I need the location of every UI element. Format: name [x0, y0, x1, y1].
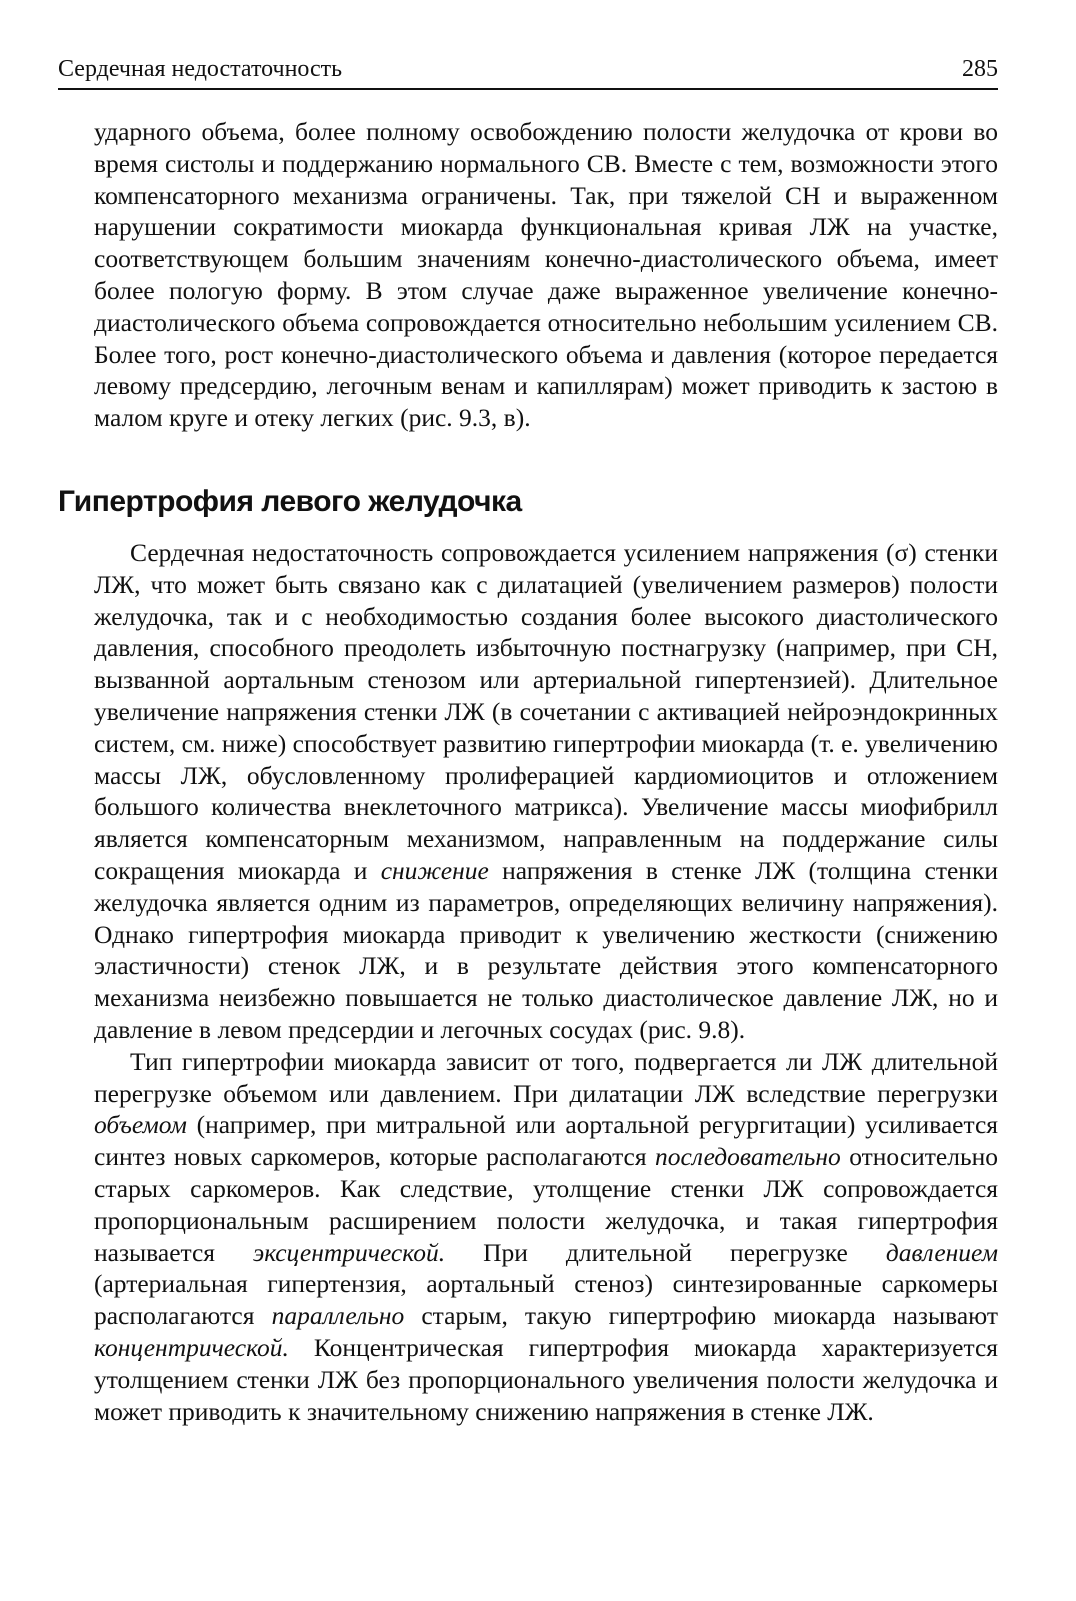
paragraph-text: Сердечная недостаточность сопровождается усилением напряжения (σ) стенки ЛЖ, что может быть связано как с дилатацией (увеличением размеров) полости желудочка, так и с необходимостью создания более высокого диастолического давления, способного преодолеть избыточную постнагрузку (например, при СН, вызванной аортальным стенозом или артериальной гипертензией). Длительное увеличение напряжения стенки ЛЖ (в сочетании с активацией нейроэндокринных систем, см. ниже) способствует развитию гипертрофии миокарда (т. е. увеличению массы ЛЖ, обусловленному пролиферацией кардиомиоцитов и отложением большого количества внеклеточного матрикса). Увеличение массы миофибрилл является компенсаторным механизмом, направленным на поддержание силы сокращения миокарда и: [94, 538, 998, 885]
emphasis-text: последовательно: [655, 1142, 841, 1172]
emphasis-text: концентрической.: [94, 1332, 289, 1362]
paragraph-text: напряжения в стенке ЛЖ (толщина стенки желудочка является одним из параметров, определяющих величину напряжения). Однако гипертрофия миокарда приводит к увеличению жесткости (снижению эластичности) стенок ЛЖ, и в результате действия этого компенсаторного механизма неизбежно повышается не только диастолическое давление ЛЖ, но и давление в левом предсердии и легочных сосудах (рис. 9.8).: [94, 855, 998, 1044]
section-heading: Гипертрофия левого желудочка: [58, 485, 522, 518]
section-paragraph-2: [94, 1046, 998, 1428]
emphasis-text: объемом: [94, 1110, 187, 1140]
running-title: Сердечная недостаточность: [58, 56, 343, 82]
emphasis-text: давлением: [885, 1237, 998, 1267]
section-paragraph-1: [94, 537, 998, 1046]
emphasis-text: параллельно: [271, 1301, 405, 1331]
paragraph-text: Тип гипертрофии миокарда зависит от того, подвергается ли ЛЖ длительной перегрузке объемом или давлением. При дилатации ЛЖ вследствие перегрузки: [94, 1046, 998, 1108]
intro-text: [94, 116, 998, 434]
paragraph-text: (артериальная гипертензия, аортальный стеноз) синтезированные саркомеры располагаются: [94, 1269, 998, 1331]
paragraph-text: (например, при митральной или аортальной регургитации) усиливается синтез новых саркомеров, которые располагаются: [94, 1110, 998, 1172]
paragraph-text: Концентрическая гипертрофия миокарда характеризуется утолщением стенки ЛЖ без пропорционального увеличения полости желудочка и может приводить к значительному снижению напряжения в стенке ЛЖ.: [94, 1332, 998, 1426]
section-body: [94, 537, 998, 1427]
paragraph-text: старым, такую гипертрофию миокарда называют: [404, 1301, 998, 1331]
paragraph-text: При длительной перегрузке: [445, 1237, 886, 1267]
page-number: 285: [962, 56, 998, 82]
emphasis-text: эксцентрической.: [253, 1237, 446, 1267]
intro-paragraph: ударного объема, более полному освобождению полости желудочка от крови во время систолы и поддержанию нормального СВ. Вместе с тем, возможности этого компенсаторного механизма ограничены. Так, при тяжелой СН и выраженном нарушении сократимости миокарда функциональная кривая ЛЖ на участке, соответствующем большим значениям конечно-диастолического объема, имеет более пологую форму. В этом случае даже выраженное увеличение конечно-диастолического объема сопровождается относительно небольшим усилением СВ. Более того, рост конечно-диастолического объема и давления (которое передается левому предсердию, легочным венам и капиллярам) может приводить к застою в малом круге и отеку легких (рис. 9.3, в).: [94, 117, 998, 433]
running-header: [58, 52, 998, 90]
paragraph-text: относительно старых саркомеров. Как следствие, утолщение стенки ЛЖ сопровождается пропорциональным расширением полости желудочка, и такая гипертрофия называется: [94, 1142, 998, 1267]
emphasis-text: снижение: [380, 855, 489, 885]
